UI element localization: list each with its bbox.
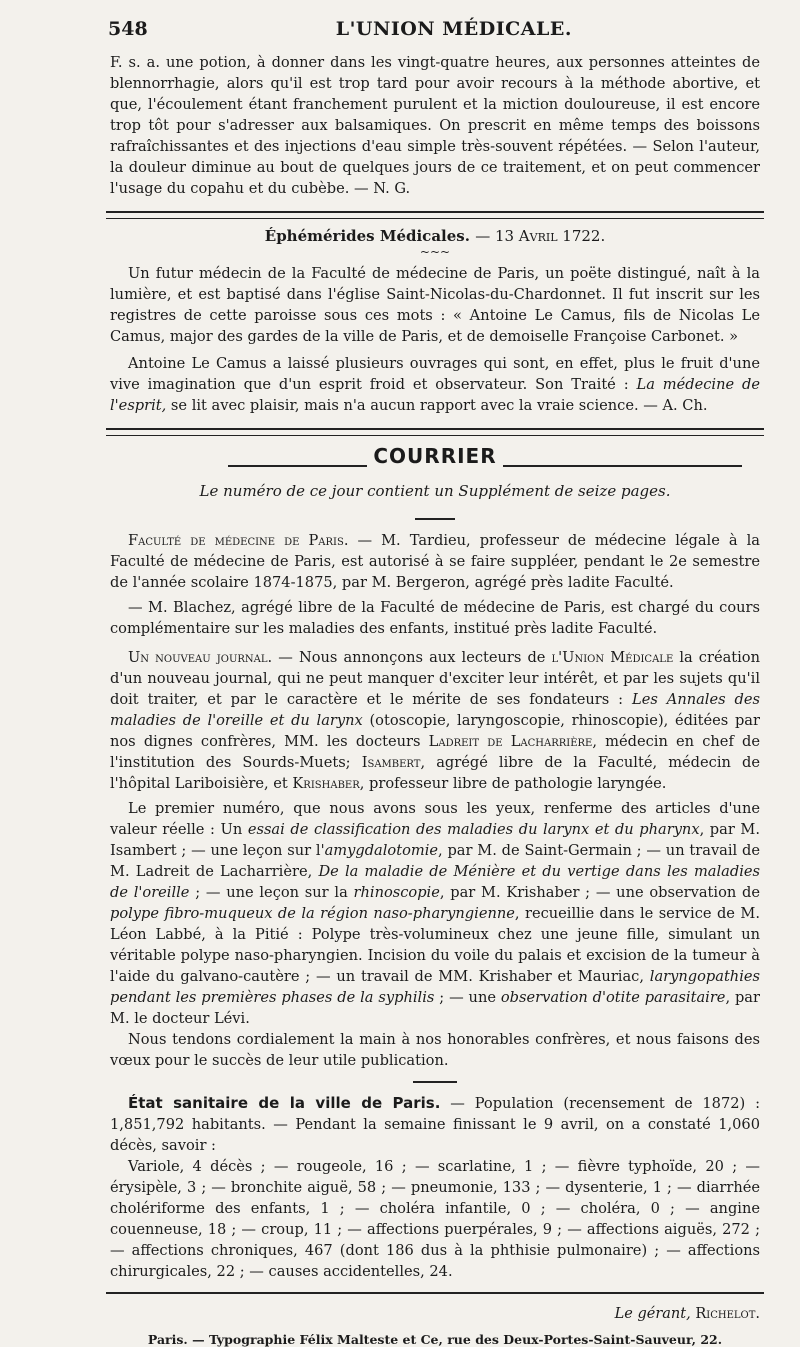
faculte-paragraph: Faculté de médecine de Paris. — M. Tardieu, professeur de médecine légale à la Faculté de médecine de Paris, est autorisé à se faire suppléer, pendant le 2e semestre de l'année scolaire 1874-1875, par M. Bergeron, agrégé près ladite Faculté. (110, 532, 760, 591)
ephemerides-heading (110, 227, 760, 245)
short-divider (413, 1081, 457, 1083)
review-paragraph: F. s. a. une potion, à donner dans les vingt-quatre heures, aux personnes atteintes de blennorrhagie, alors qu'il est trop tard pour avoir recours à la méthode abortive, et que, l'écoulement étant franchement purulent et la miction douloureuse, il est encore trop tôt pour s'adresser aux balsamiques. On prescrit en même temps des boissons rafraîchissantes et des injections d'eau simple très-souvent répétées. — Selon l'auteur, la douleur diminue au bout de quelques jours de ce traitement, et on peut commencer l'usage du copahu et du cubèbe. — N. G. (110, 54, 760, 197)
ephemerides-date: — 13 Avril 1722. (475, 227, 606, 245)
gerant-signature: Le gérant, Richelot. (614, 1306, 760, 1322)
printer-imprint: Paris. — Typographie Félix Malteste et Ce, rue des Deux-Portes-Saint-Sauveur, 22. (147, 1332, 723, 1347)
short-divider (415, 518, 455, 520)
tendons-paragraph: Nous tendons cordialement la main à nos honorables confrères, et nous faisons des vœux pour le succès de leur utile publication. (110, 1031, 760, 1069)
courrier-title: COURRIER (367, 444, 502, 468)
etat-sanitaire-paragraph: État sanitaire de la ville de Paris. — Population (recensement de 1872) : 1,851,792 habitants. — Pendant la semaine finissant le 9 avril, on a constaté 1,060 décès, savoir : (110, 1094, 760, 1154)
etat-sanitaire-title: État sanitaire de la ville de Paris. (128, 1094, 441, 1112)
page-number: 548 (108, 18, 148, 40)
courrier-heading (110, 442, 760, 478)
deces-list-paragraph: Variole, 4 décès ; — rougeole, 16 ; — scarlatine, 1 ; — fièvre typhoïde, 20 ; — érysipèle, 3 ; — bronchite aiguë, 58 ; — pneumonie, 133 ; — dysenterie, 1 ; — diarrhée cholériforme des enfants, 1 ; — choléra infantile, 0 ; — choléra, 0 ; — angine couenneuse, 18 ; — croup, 11 ; — affections puerpérales, 9 ; — affections aiguës, 272 ; — affections chroniques, 467 (dont 186 dus à la phthisie pulmonaire) ; — affections chirurgicales, 22 ; — causes accidentelles, 24. (110, 1158, 760, 1280)
ephemerides-paragraph-1: Un futur médecin de la Faculté de médecine de Paris, un poëte distingué, naît à la lumière, et est baptisé dans l'église Saint-Nicolas-du-Chardonnet. Il fut inscrit sur les registres de cette paroisse sous ces mots : « Antoine Le Camus, fils de Nicolas Le Camus, major des gardes de la ville de Paris, et de demoiselle Françoise Carbonet. » (110, 265, 760, 345)
ephemerides-title: Éphémérides Médicales. (264, 227, 470, 245)
journal-title: L'UNION MÉDICALE. (335, 18, 572, 40)
supplement-notice: Le numéro de ce jour contient un Supplément de seize pages. (199, 482, 671, 500)
footer-divider (106, 1292, 764, 1294)
premier-numero-paragraph: Le premier numéro, que nous avons sous les yeux, renferme des articles d'une valeur réelle : Un essai de classification des maladies du larynx et du pharynx, par M. Isambert ; — une leçon sur l'amygdalotomie, par M. de Saint-Germain ; — un travail de M. Ladreit de Lacharrière, De la maladie de Ménière et du vertige dans les maladies de l'oreille ; — une leçon sur la rhinoscopie, par M. Krishaber ; — une observation de polype fibro-muqueux de la région naso-pharyngienne, recueillie dans le service de M. Léon Labbé, à la Pitié : Polype très-volumineux chez une jeune fille, simulant un véritable polype naso-pharyngien. Incision du voile du palais et excision de la tumeur à l'aide du galvano-cautère ; — un travail de MM. Krishaber et Mauriac, laryngopathies pendant les premières phases de la syphilis ; — une observation d'otite parasitaire, par M. le docteur Lévi. (110, 800, 761, 1027)
blachez-paragraph: — M. Blachez, agrégé libre de la Faculté de médecine de Paris, est chargé du cours complémentaire sur les maladies des enfants, institué près ladite Faculté. (110, 599, 760, 637)
section-divider (106, 428, 764, 436)
ornament: ~~~ (419, 245, 451, 259)
section-divider (106, 211, 764, 219)
nouveau-journal-paragraph: Un nouveau journal. — Nous annonçons aux lecteurs de l'Union Médicale la création d'un nouveau journal, qui ne peut manquer d'exciter leur intérêt, et par les sujets qu'il doit traiter, et par le caractère et le mérite de ses fondateurs : Les Annales des maladies de l'oreille et du larynx (otoscopie, laryngoscopie, rhinoscopie), éditées par nos dignes confrères, MM. les docteurs Ladreit de Lacharrière, médecin en chef de l'institution des Sourds-Muets; Isambert, agrégé libre de la Faculté, médecin de l'hôpital Lariboisière, et Krishaber, professeur libre de pathologie laryngée. (110, 649, 761, 792)
page-header (110, 18, 760, 40)
ephemerides-paragraph-2: Antoine Le Camus a laissé plusieurs ouvrages qui sont, en effet, plus le fruit d'une vive imagination que d'un esprit froid et observateur. Son Traité : La médecine de l'esprit, se lit avec plaisir, mais n'a aucun rapport avec la vraie science. — A. Ch. (110, 355, 760, 414)
